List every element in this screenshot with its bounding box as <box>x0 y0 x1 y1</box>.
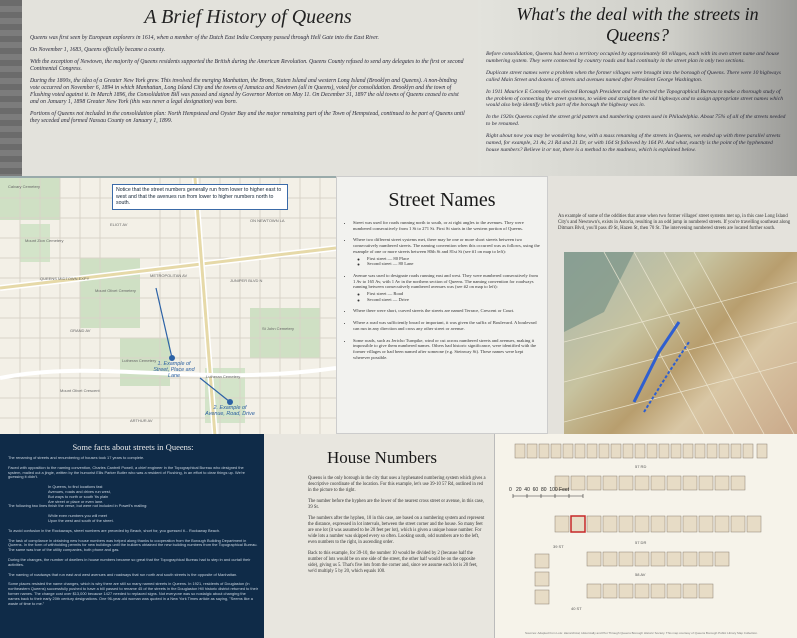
house-numbers-title: House Numbers <box>326 448 437 467</box>
street-map-graphic <box>0 178 336 434</box>
jingle-line: While even numbers you will meet <box>48 513 108 519</box>
deal-paragraph: Before consolidation, Queens had been a territory occupied by approximately 60 villages, each with its own street name and house numbering system. They were connected by country roads and had continuity in the street plan in only two sections. <box>486 51 780 64</box>
jingle-line: Upon the west and south of the street. <box>48 517 114 523</box>
street-label: 57 RD <box>635 464 647 469</box>
list-item <box>353 237 541 267</box>
street-label: 57 DR <box>635 540 647 545</box>
facts-body <box>8 456 258 606</box>
map-street-label: QUEENS MIDTOWN EXPY <box>40 276 90 281</box>
history-paragraph: On November 1, 1683, Queens officially became a county. <box>30 47 166 53</box>
map-place-label: Mount Olivet Crescent <box>60 388 100 393</box>
scale-label: 20 <box>515 487 522 493</box>
history-paragraph: Portions of Queens not included in the consolidation plan: North Hempstead and Oyster Bay and the major remaining part of the Town of Hempstead, continued to be part of Queens until they seceded and formed Nassau County on January 1, 1899. <box>30 111 465 124</box>
astoria-aerial-map <box>564 252 797 434</box>
fact-item: Some places resisted the name changes, which is why there are still so many named streets in Queens. In 1921, residents of Douglaston (in northeastern Queens) successfully pushed to have a bill passed to rename 45 of the streets in the Douglaston Hill historic district returned to their former names. The change cost over $13,000 because 1427 needed to replaced signs. Not everyone was so nostalgic about changing the names back to their early 20th century designations. One 96-year-old woman was quoted in a New York Times article as saying, "Seems like a waste of time to me." <box>8 581 258 606</box>
scale-label: 60 <box>532 487 539 493</box>
jingle-line: Are street or place or even lane. <box>48 498 104 504</box>
map-place-label: Mount Olivet Cemetery <box>95 288 136 293</box>
deal-title: What's the deal with the streets in Queens? <box>516 4 759 45</box>
scale-label: 100 Feet <box>549 487 570 493</box>
streets-deal-panel <box>478 0 797 176</box>
scale-bar-labels <box>509 487 569 493</box>
map-place-label: Mount Zion Cemetery <box>25 238 64 243</box>
map-street-label: METROPOLITAN AV <box>150 273 188 278</box>
jingle-line: But ways to north or south 'tis plain <box>48 493 109 499</box>
scale-label: 40 <box>524 487 530 493</box>
deal-paragraph: In 1911 Maurice E Connolly was elected Borough President and he directed the Topographical Bureau to make a thorough study of the problem of connecting the street systems, to widen and straighten the old highways and to assign appropriate street names which would also help identify which part of the borough the highway was in. <box>486 88 784 109</box>
astoria-map-graphic <box>564 252 797 434</box>
street-names-panel <box>336 176 548 434</box>
list-item: • Where there were short, curved streets the streets are named Terrace, Crescent or Court. <box>353 308 541 314</box>
fact-item: Faced with opposition to the naming convention, Charles Cantrell Powell, a chief engineer in the Topographical Bureau who designed the system, mailed out a jingle, written by the humorist Ellis Parker Butler who was a resident of Flushing, in an effort to clear things up. We're guessing it didn't. <box>8 464 245 480</box>
history-body <box>30 35 466 125</box>
parcel-map <box>494 434 797 638</box>
jingle <box>8 485 258 504</box>
map-street-label: GRAND AV <box>70 328 91 333</box>
jingle-line: In Queens, to find locations fast <box>48 484 103 490</box>
street-label: 58 AV <box>635 572 646 577</box>
map-place-label: St John Cemetery <box>262 326 295 331</box>
list-item: • Street was used for roads running north to south, or at right angles to the avenues. They were numbered consecutively from 1 St to 271 St. First St starts in the western portion of Queens. <box>353 220 541 231</box>
list-item-text: Where two different street systems met, there may be one or more short streets between two consecutively numbered streets. The naming convention when this occurred was as follows, using the example of one or more streets between 80th St and 81st St (see #1 on map to left): <box>353 237 540 254</box>
map-street-label: ELIOT AV <box>110 222 128 227</box>
sub-list-item: ◦ First street — Road <box>367 291 541 297</box>
street-map <box>0 176 336 434</box>
history-paragraph: Queens was first seen by European explorers in 1614, when a member of the Dutch East India Company passed through Hell Gate into the East River. <box>30 35 379 41</box>
house-paragraph: Queens is the only borough in the city that uses a hyphenated numbering system which gives a descriptive coordinate of the location. For this example, let's use 39-10 57 Rd, outlined in red in the picture to the right. <box>308 476 486 493</box>
deal-paragraph: In the 1920s Queens copied the street grid pattern and numbering system used in Philadelphia. About 75% of all of the streets needed to be renamed. <box>486 114 786 128</box>
history-paragraph: During the 1800s, the idea of a Greater New York grew. This involved the merging Manhattan, the Bronx, Staten Island and western Long Island (Brooklyn and Queens). A non-binding vote occurred on November 6, 1894 in which Manhattan, Long Island City and the towns of Jamaica and Newtown (all in Queens), voted for consolidation. Brooklyn and the town of Flushing voted against it. In March 1896, the Consolidation Bill was passed and signed by Governor Morton on May 11. On December 31, 1897 the old towns of Queens ceased to exist and on January 1, 1898 Greater New York (this was never a legal designation) was born. <box>30 78 459 105</box>
fact-item: The naming of roadways that run east and west avenues and roadways that run north and south streets is the opposite of Manhattan. <box>8 571 238 577</box>
map-example-label-1: 1. Example of Street, Place and Lane <box>153 361 195 379</box>
list-item <box>353 273 541 303</box>
fact-item: The following two lines finish the verse, but were not included in Powell's mailing: <box>8 503 148 509</box>
list-item: • Some roads, such as Jericho Turnpike, wind or cut across numbered streets and avenues, making it impossible to give them numbered names. Others had historic significance, were identified with the former villages or had been named after someone (e.g. Steinway St). These names were kept wherever possible. <box>353 338 541 361</box>
house-numbers-body <box>308 476 486 575</box>
map-place-label: Calvary Cemetery <box>8 184 41 189</box>
fact-item: To avoid confusion in the Rockaways, street numbers are preceded by Beach, short for, you guessed it... Rockaway Beach. <box>8 527 221 533</box>
map-callout: Notice that the street numbers generally run from lower to higher east to west and that the avenues run from lower to higher numbers north to south. <box>112 184 288 210</box>
deal-body <box>486 51 786 154</box>
map-street-label: ON NEWTOWN LA <box>250 218 285 223</box>
oddities-panel <box>548 176 797 434</box>
map-credits: Sources: Adapted from Lots: Hierarchical, Historically and Plot Through Queens Borough Historic Society. This map courtesy of Queens Borough Public Library Map Collection. <box>525 631 758 635</box>
facts-panel <box>0 434 264 638</box>
street-label: 39 ST <box>553 544 564 549</box>
map-place-label: Lutheran Cemetery <box>122 358 157 363</box>
facts-title: Some facts about streets in Queens: <box>72 442 194 452</box>
history-panel <box>0 0 478 176</box>
history-paragraph: With the exception of Newtown, the majority of Queens residents supported the British during the American Revolution. Queens County refused to send any delegates to the first or second Continental Congress. <box>30 59 464 72</box>
sub-list-item: ◦ Second street — 80 Lane <box>367 261 541 267</box>
list-item: • Where a road was sufficiently broad or important, it was given the suffix of Boulevard. A boulevard can run in any direction and cross any other street or avenue. <box>353 320 541 331</box>
sub-list <box>353 256 541 267</box>
jingle-extra <box>8 514 258 524</box>
history-title: A Brief History of Queens <box>144 6 352 28</box>
house-paragraph: The numbers after the hyphen, 10 in this case, are based on a numbering system and represent the distance, expressed in lot intervals, between the street corner and the house. So many feet are one lot (it was assumed to be 20 feet per lot), which is given a unique house number. For wide lots a number was skipped every so often. Looking south, odd numbers are to the left, even numbers to the right, in ascending order. <box>308 516 485 545</box>
sub-list <box>353 291 541 302</box>
house-paragraph: Back to this example, for 39-10, the number 10 would be divided by 2 (because half the number of lots would be on one side of the street, the other half would be on the opposite side), giving us 5. That's five lots from the corner and, since we assume each lot is 20 feet, we'd multiply 5 by 20, which equals 100. <box>308 551 478 574</box>
house-numbers-panel <box>264 434 494 638</box>
street-names-title: Street Names <box>388 189 496 211</box>
map-street-label: ARTHUR AV <box>130 418 153 423</box>
street-label: 40 ST <box>571 606 582 611</box>
deal-paragraph: Duplicate street names were a problem when the former villages were brought into the borough of Queens. There were 10 highways called Main Street and dozens of streets and avenues named after President George Washington. <box>486 69 781 83</box>
deal-paragraph: Right about now you may be wondering how, with a mass renaming of the streets in Queens, we ended up with three parallel streets named, for example, 21 Av, 21 Rd and 21 Dr, or with 164 St followed by 164 Pl. And what, exactly is the point of the hyphenated house numbers? Believe it or not, there is a method to the madness, which is explained below. <box>486 133 781 153</box>
fact-item: The renaming of streets and renumbering of houses took 17 years to complete. <box>8 455 145 460</box>
list-item-text: Avenue was used to designate roads running east and west. They were numbered consecutively from 1 Av to 165 Av, with 1 Av in the northern section of Queens. The naming convention for roadways running between consecutively numbered avenues was (see #2 on map to left): <box>353 272 538 290</box>
sub-list-item: ◦ First street — 80 Place <box>367 256 541 262</box>
scale-label: 0 <box>509 487 512 493</box>
scale-label: 80 <box>540 487 547 493</box>
fact-item: The task of compliance in obtaining new house numbers was helped along thanks to cooperation from the Borough Building Department in Queens. In the form of withholding permits for new buildings until the builders obtained the new building numbers from the Topographical Bureau. The same was true of the utility companies, both phone and gas. <box>8 537 258 553</box>
map-example-label-2: 2. Example of Avenue, Road, Drive <box>205 405 255 417</box>
street-names-list <box>343 220 541 360</box>
house-paragraph: The number before the hyphen are the lower of the nearest cross street or avenue, in this case, 39 St. <box>308 499 484 510</box>
fact-item: During the changes, the number of dwellers in house numbers became so great that the Topographical Bureau had to step in and curtail their activities. <box>8 556 251 567</box>
oddities-text: An example of some of the oddities that arose when two former villages' street systems met up, in this case Long Island City's and Newtown's, exists in Astoria, resulting in an odd jump in numbered streets. If you're travelling southeast along Ditmars Blvd, you'll pass 49 St, Hazen St, then 70 St. The intervening numbered streets are located further south. <box>558 214 791 231</box>
sub-list-item: ◦ Second street — Drive <box>367 297 541 303</box>
map-street-label: JUNIPER BLVD N <box>230 278 263 283</box>
jingle-line: Avenues, roads and drives run west, <box>48 488 111 494</box>
map-place-label: Lutheran Cemetery <box>206 374 241 379</box>
